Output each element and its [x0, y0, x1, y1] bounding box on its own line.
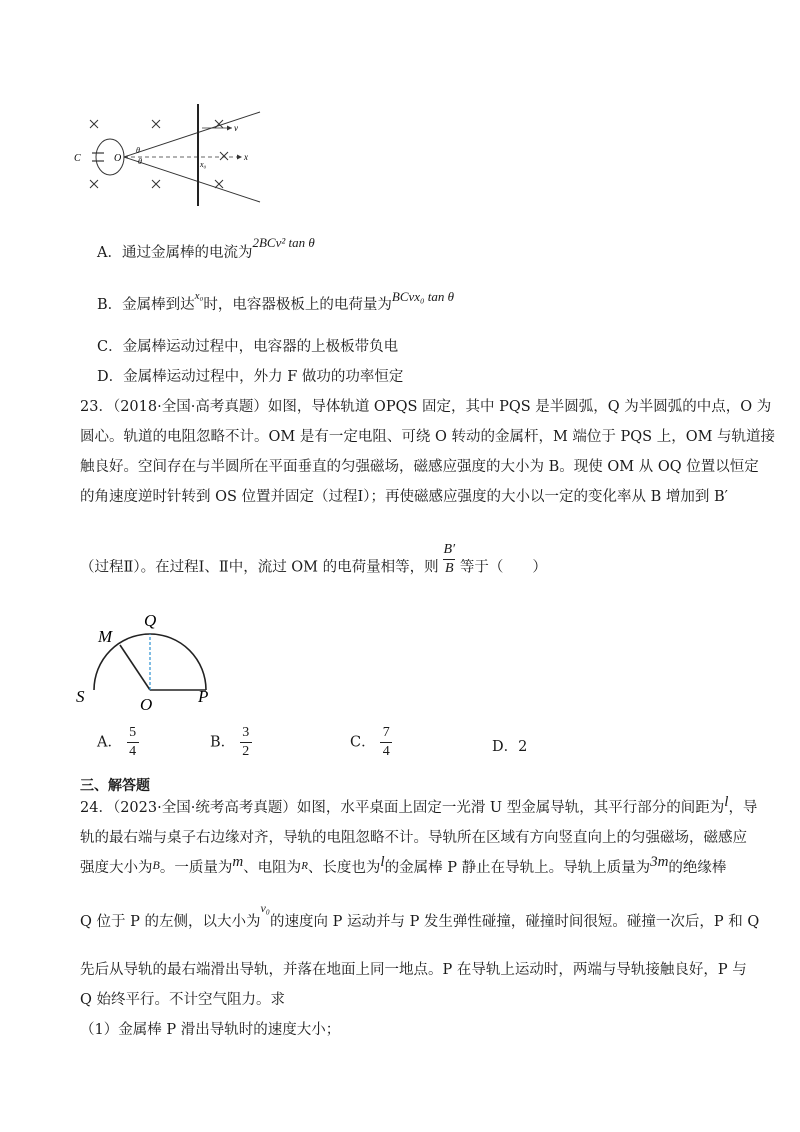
q24-line-1: 24．（2023·全国·统考高考真题）如图，水平桌面上固定一光滑 U 型金属导轨，其平行部分的间距为l，导: [80, 794, 758, 816]
fig2-label-O: O: [140, 695, 153, 714]
q22-option-d: D．金属棒运动过程中，外力 F 做功的功率恒定: [97, 369, 404, 385]
q23-option-d: D．2: [492, 739, 528, 755]
formula-b: BCvx₀ tan θ: [391, 289, 455, 304]
ratio-fraction: $\frac{B'}{B}$: [443, 542, 456, 576]
q23-line-3: 触良好。空间存在与半圆所在平面垂直的匀强磁场，磁感应强度的大小为 B。现使 OM 从 OQ 位置以恒定: [80, 459, 759, 475]
fig1-label-x0: x₀: [200, 160, 207, 169]
q24-line-7: （1）金属棒 P 滑出导轨时的速度大小；: [80, 1022, 341, 1038]
q23-option-a: A． $\frac{5}{4}$: [97, 725, 139, 760]
lower-rail: [124, 157, 260, 202]
fig1-label-theta1: θ: [136, 146, 140, 155]
fig2-label-Q: Q: [144, 611, 157, 630]
figure-rod-capacitor: [70, 100, 270, 210]
fig1-label-theta2: θ: [138, 157, 142, 166]
q23-line-4: 的角速度逆时针转到 OS 位置并固定（过程Ⅰ）；再使磁感应强度的大小以一定的变化率从 B 增加到 B′: [80, 489, 728, 505]
magnetic-field-crosses: [90, 120, 228, 188]
fig2-label-S: S: [76, 687, 85, 706]
section-title: 三、解答题: [80, 778, 150, 794]
fig1-label-v: v: [234, 123, 238, 133]
q23-line-5: （过程Ⅱ）。在过程Ⅰ、Ⅱ中，流过 OM 的电荷量相等，则 $\frac{B'}{B}$ 等于（ ）: [80, 542, 547, 576]
q22-option-c: C．金属棒运动过程中，电容器的上极板带负电: [97, 339, 399, 355]
upper-rail: [124, 112, 260, 157]
formula-a: 2BCv² tan θ: [252, 235, 315, 250]
fig2-label-P: P: [198, 687, 209, 706]
q24-line-6: Q 始终平行。不计空气阻力。求: [80, 992, 285, 1008]
q24-line-4: Q 位于 P 的左侧，以大小为$^{v_0}$的速度向 P 运动并与 P 发生弹性碰撞，碰撞时间很短。碰撞一次后，P 和 Q: [80, 901, 760, 930]
figure-semicircle: [72, 608, 232, 718]
q23-option-c: C． $\frac{7}{4}$: [350, 725, 392, 760]
fig1-label-x: x: [244, 152, 248, 162]
q24-line-3: 强度大小为$^B$。一质量为m、电阻为$^R$、长度也为l的金属棒 P 静止在导轨上。导轨上质量为3m的绝缘棒: [80, 854, 727, 876]
q24-line-2: 轨的最右端与桌子右边缘对齐，导轨的电阻忽略不计。导轨所在区域有方向竖直向上的匀强磁场，磁感应: [80, 830, 747, 846]
q23-line-2: 圆心。轨道的电阻忽略不计。OM 是有一定电阻、可绕 O 转动的金属杆，M 端位于 PQS 上，OM 与轨道接: [80, 429, 776, 445]
q23-option-b: B． $\frac{3}{2}$: [210, 725, 252, 760]
x0-symbol: x₀: [194, 290, 204, 302]
fig1-label-C: C: [74, 153, 81, 164]
fig2-label-M: M: [98, 627, 113, 646]
q22-option-a: A．通过金属棒的电流为2BCv² tan θ: [97, 235, 315, 261]
rod-om: [120, 645, 150, 690]
q24-line-5: 先后从导轨的最右端滑出导轨，并落在地面上同一地点。P 在导轨上运动时，两端与导轨接触良好，P 与: [80, 962, 747, 978]
q22-option-b: B．金属棒到达$^{x_0}$时，电容器极板上的电荷量为BCvx₀ tan θ: [97, 289, 455, 313]
q23-line-1: 23．（2018·全国·高考真题）如图，导体轨道 OPQS 固定，其中 PQS 是半圆弧，Q 为半圆弧的中点，O 为: [80, 399, 772, 415]
fig1-label-O: O: [114, 153, 122, 164]
